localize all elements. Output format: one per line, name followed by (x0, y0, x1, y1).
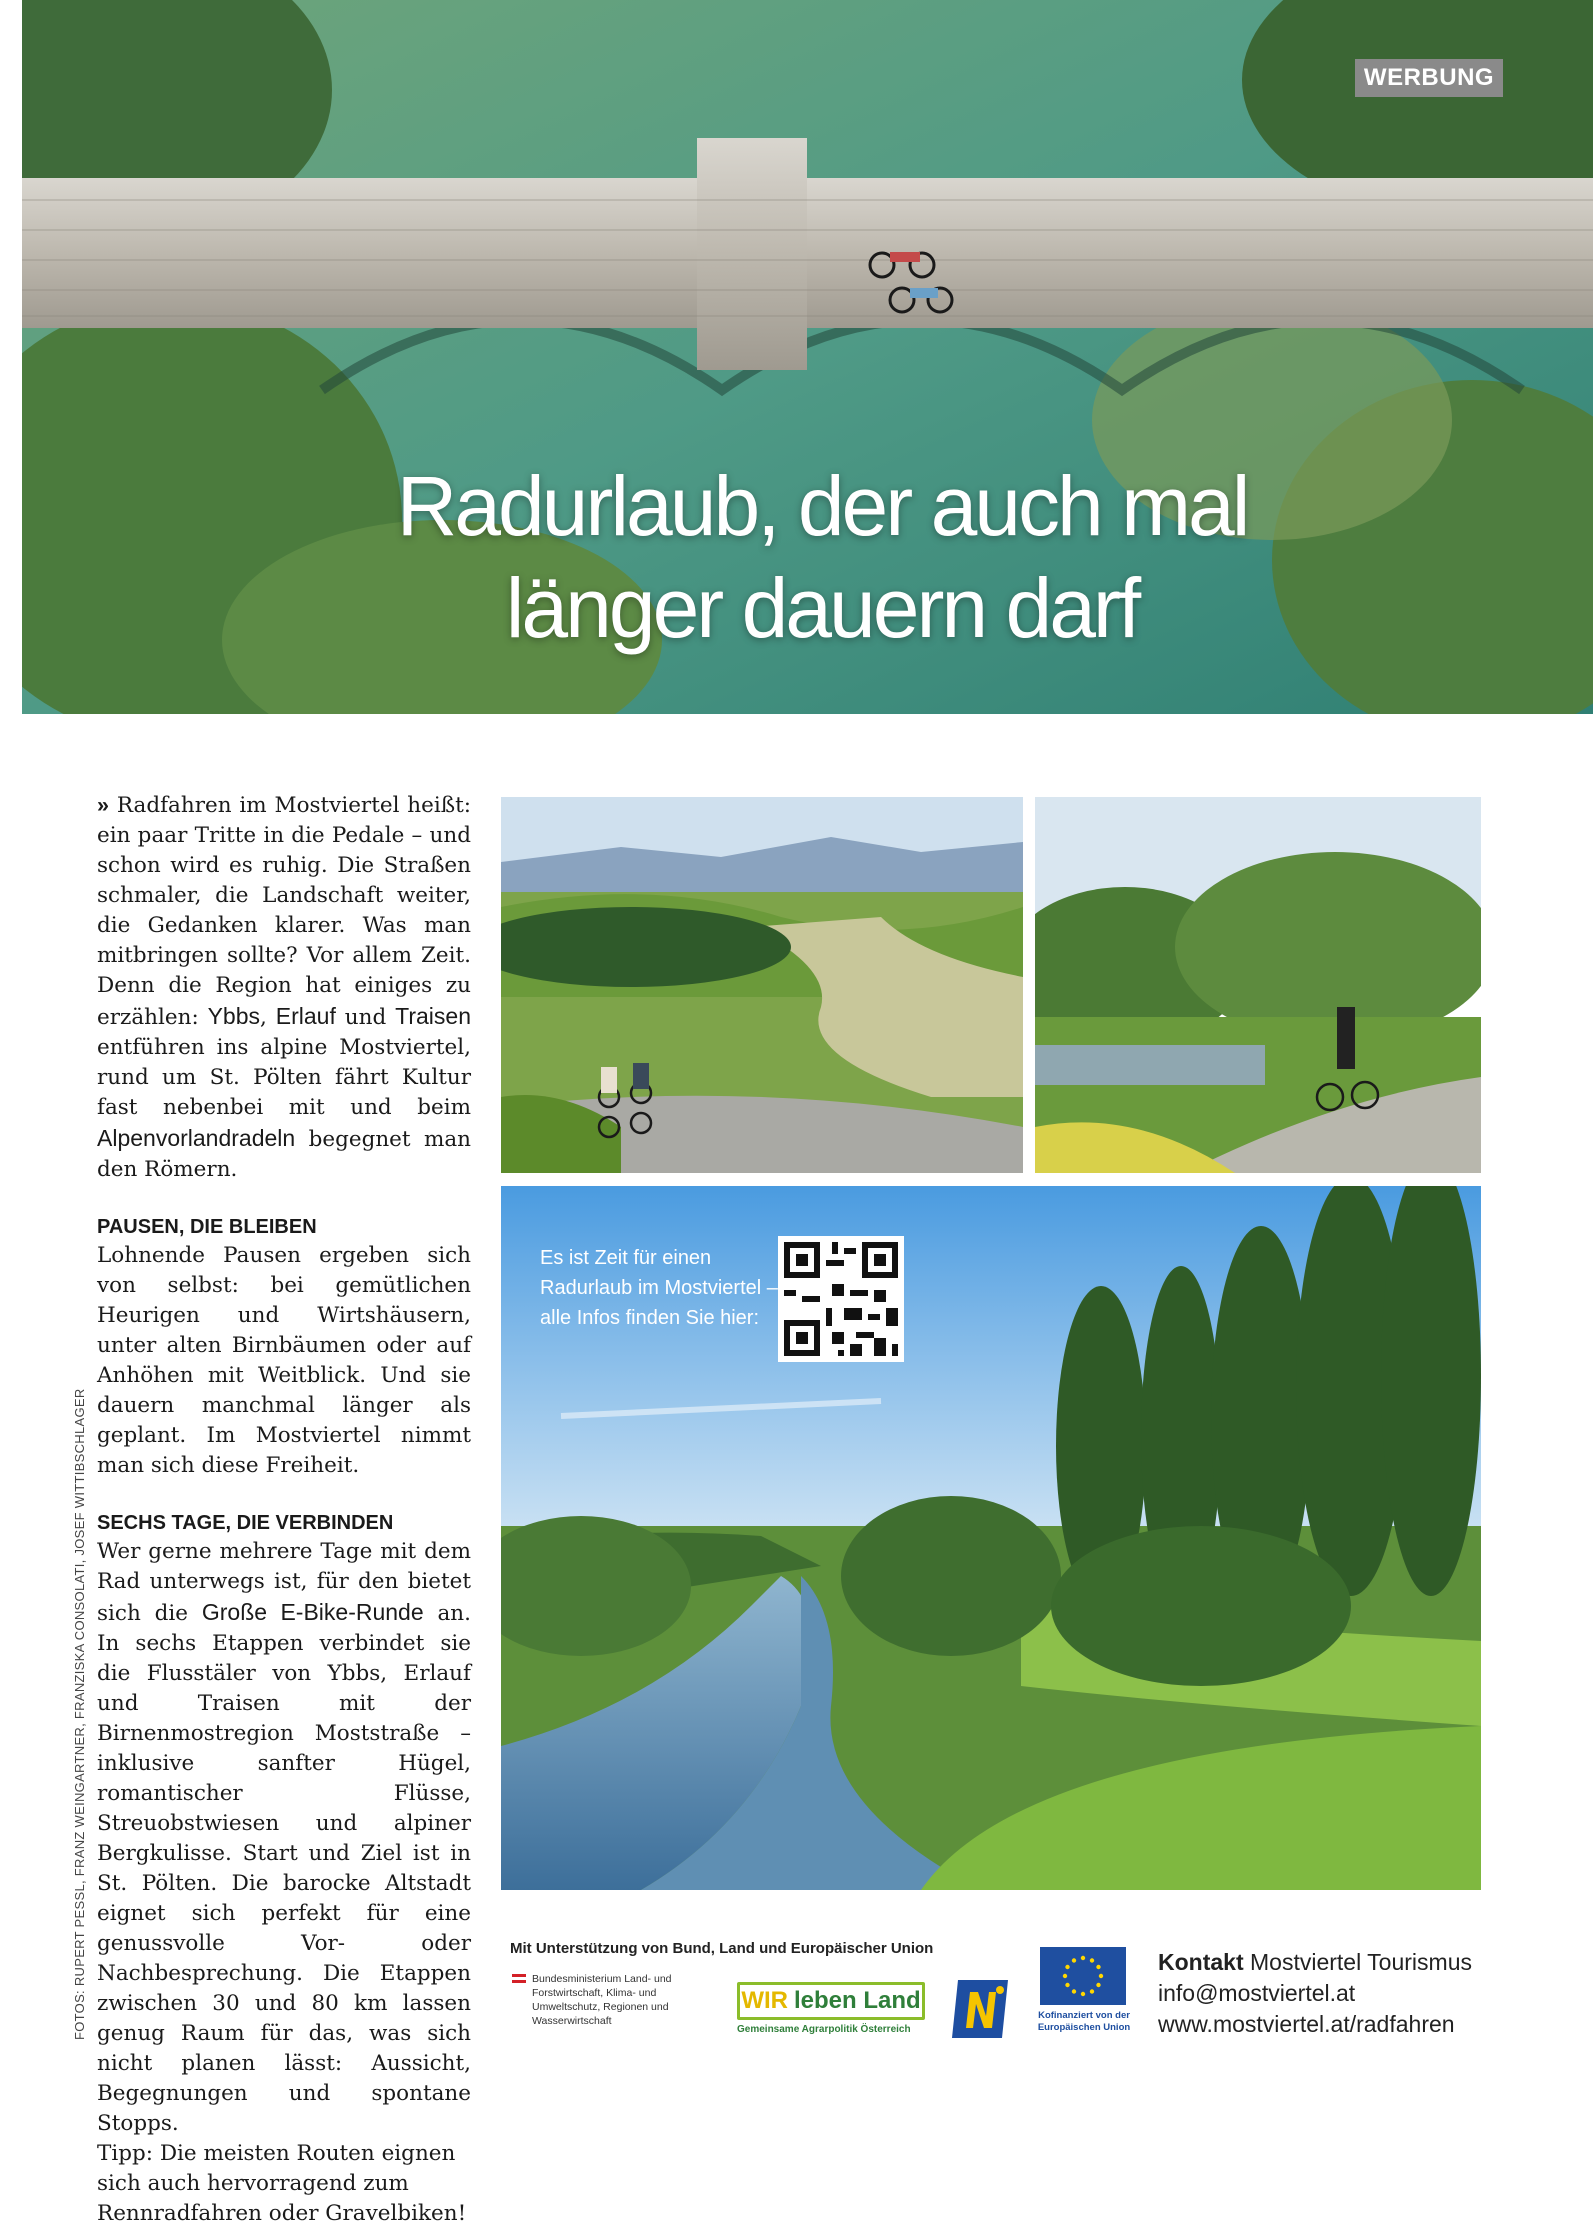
support-heading: Mit Unterstützung von Bund, Land und Europäischer Union (510, 1940, 934, 1957)
intro-text-a: Radfahren im Mostviertel heißt: ein paar Tritte in die Pedale – und schon wird es ruhig. Die Straßen schmaler, die Landschaft weiter, die Gedanken klarer. Was man mitbringen sollte? Vor allem Zeit. Denn die Region hat einiges zu erzählen: (97, 793, 471, 1030)
intro-text-c: begegnet man den Römern. (97, 1127, 471, 1182)
contact-org: Mostviertel Tourismus (1243, 1949, 1472, 1975)
leben-land-logo-word: leben Land (793, 1987, 921, 2014)
highlight-ybbs: Ybbs (207, 1003, 261, 1029)
eu-flag-icon (1040, 1947, 1126, 2005)
contact-web-link[interactable]: www.mostviertel.at/radfahren (1158, 2011, 1455, 2037)
austria-flag-icon (512, 1974, 526, 1983)
pausen-paragraph: Lohnende Pausen ergeben sich von selbst: bei gemütlichen Heurigen und Wirtshäusern, unter alten Birnbäumen oder auf Anhöhen mit Weitblick. Und sie dauern manchmal länger als geplant. Im Mostviertel nimmt man sich diese Freiheit. (97, 1243, 471, 1478)
wir-logo-word: WIR (741, 1987, 788, 2014)
contact-block (1158, 1947, 1472, 2040)
contact-label: Kontakt (1158, 1949, 1244, 1975)
contact-email-link[interactable]: info@mostviertel.at (1158, 1980, 1356, 2006)
photo-cyclists-hills-illustration (501, 797, 1023, 1173)
intro-paragraph (97, 790, 471, 1185)
qr-code-pattern (778, 1236, 904, 1362)
qr-code[interactable] (778, 1236, 904, 1362)
section-heading-sechs-tage: SECHS TAGE, DIE VERBINDEN (97, 1512, 394, 1534)
contact-line (1158, 1947, 1472, 1978)
separator-comma: , (260, 1005, 276, 1030)
photo-cyclists-hills (501, 797, 1023, 1173)
title-line-1: Radurlaub, der auch mal (396, 459, 1248, 553)
sechs-tage-paragraph (97, 1537, 471, 2139)
article-text-column (97, 790, 471, 2229)
intro-text-b: entführen ins alpine Mostviertel, rund um St. Pölten fährt Kultur fast nebenbei mit und beim (97, 1035, 471, 1120)
eu-cofunding-label: Kofinanziert von der Europäischen Union (1037, 2010, 1131, 2033)
photo-cyclist-river (1035, 797, 1481, 1173)
section-heading-pausen: PAUSEN, DIE BLEIBEN (97, 1216, 317, 1238)
wir-logo-subtitle: Gemeinsame Agrarpolitik Österreich (737, 2024, 911, 2035)
page-title (222, 455, 1422, 659)
lower-austria-logo-icon (952, 1980, 1008, 2038)
highlight-erlauf: Erlauf (275, 1003, 336, 1029)
highlight-alpenvorland: Alpenvorlandradeln (97, 1125, 296, 1151)
highlight-traisen: Traisen (395, 1003, 471, 1029)
tip-paragraph: Tipp: Die meisten Routen eignen sich auch hervorragend zum Rennradfahren oder Gravelbiken! (97, 2141, 467, 2226)
sechs-tage-text-a: Wer gerne mehrere Tage mit dem Rad unterwegs ist, für den bietet sich die (97, 1539, 471, 1626)
photo-cyclist-river-illustration (1035, 797, 1481, 1173)
title-line-2: länger dauern darf (505, 561, 1139, 655)
qr-call-to-action: Es ist Zeit für einen Radurlaub im Mostviertel – alle Infos finden Sie hier: (540, 1247, 778, 1329)
hero-image (22, 0, 1593, 714)
ministry-name: Bundesministerium Land- und Forstwirtschaft, Klima- und Umweltschutz, Regionen und Wasserwirtschaft (532, 1973, 672, 2027)
lead-marker: » (97, 793, 109, 817)
advertising-badge: WERBUNG (1355, 59, 1503, 97)
sechs-tage-text-b: an. In sechs Etappen verbindet sie die Flusstäler von Ybbs, Erlauf und Traisen mit der Birnenmostregion Moststraße – inklusive sanfter Hügel, romantischer Flüsse, Streuobstwiesen und alpiner Bergkulisse. Start und Ziel ist in St. Pölten. Die barocke Altstadt eignet sich perfekt für eine genussvolle Vor- oder Nachbesprechung. Die Etappen zwischen 30 und 80 km lassen genug Raum für das, was sich nicht planen lässt: Aussicht, Begegnungen und spontane Stopps. (97, 1601, 471, 2136)
separator-und: und (335, 1005, 396, 1030)
wir-leben-land-logo (737, 1982, 925, 2020)
ministry-logo (512, 1972, 722, 2028)
highlight-ebike-runde: Große E-Bike-Runde (201, 1599, 424, 1625)
photo-credit: FOTOS: RUPERT PESSL, FRANZ WEINGARTNER, FRANZISKA CONSOLATI, JOSEF WITTIBSCHLAGER (72, 1388, 87, 2040)
